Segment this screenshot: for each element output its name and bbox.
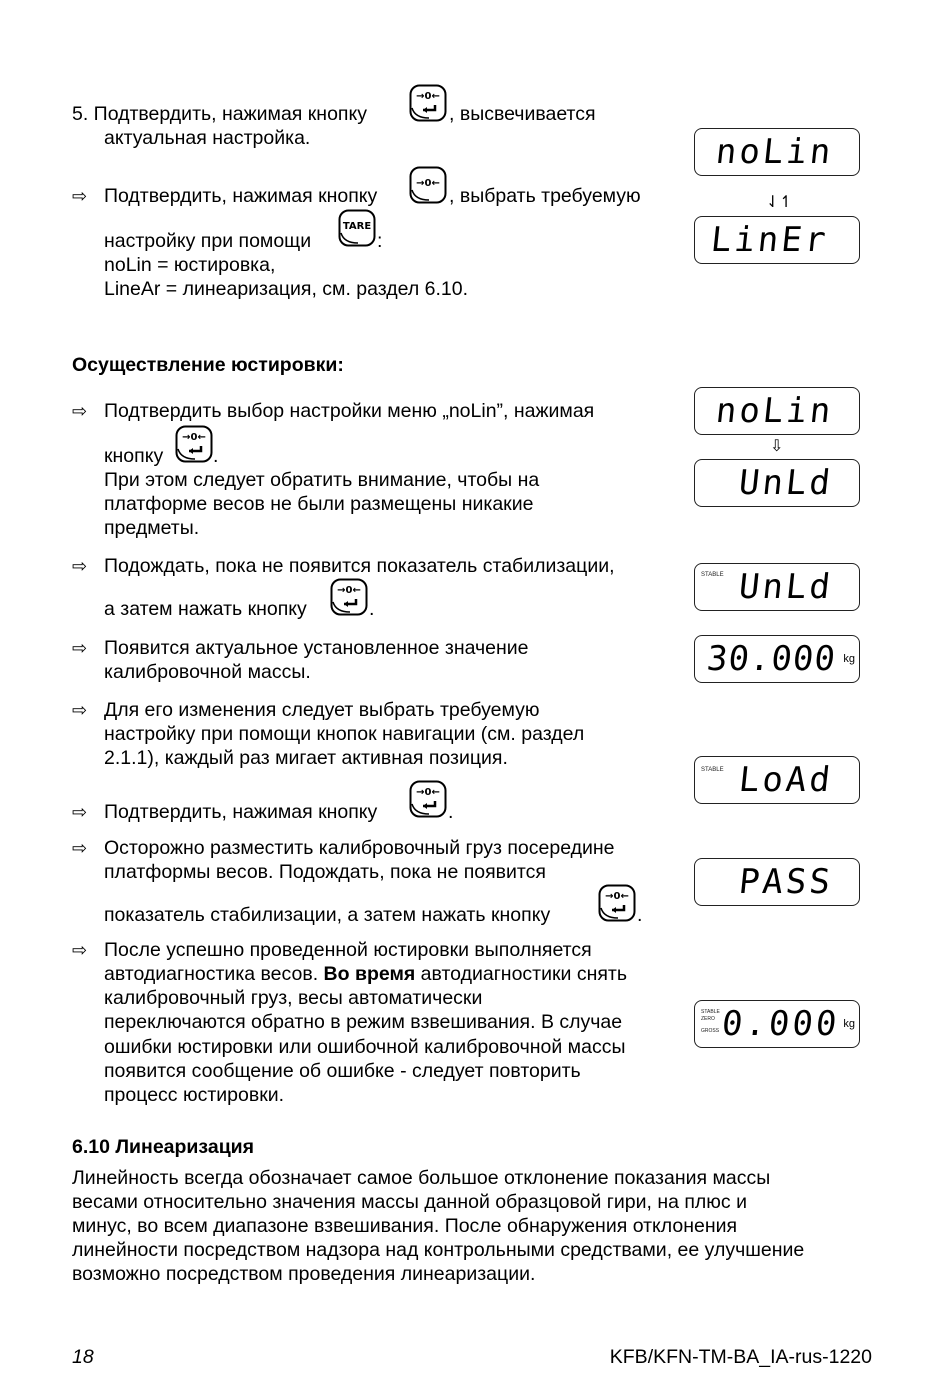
section-heading: Осуществление юстировки: [72,354,344,376]
bullet-arrow-icon: ⇨ [72,638,88,658]
zero-enter-key-icon [409,780,447,818]
bullet2-text-b: а затем нажать кнопку [104,598,307,620]
bullet-arrow-icon: ⇨ [72,940,88,960]
display-readout: UnLd [737,567,836,607]
display-unload [694,459,860,507]
display-calibration-mass [694,635,860,683]
bullet7-text-f: появится сообщение об ошибке - следует повторить [104,1060,581,1082]
bullet4-text-c: 2.1.1), каждый раз мигает активная позиция. [104,747,508,769]
bullet7-bold-phrase: Во время [323,963,416,985]
step5-text-a: 5. Подтвердить, нажимая кнопку [72,103,367,125]
display-linear [694,216,860,264]
tare-key-icon [338,209,376,247]
bullet7-text-a: После успешно проведенной юстировки выполняется [104,939,592,961]
display-readout: 0.000 [719,1004,842,1044]
section-610-line: минус, во всем диапазоне взвешивания. После обнаружения отклонения [72,1215,738,1237]
bullet6-text-a: Осторожно разместить калибровочный груз посередине [104,837,615,859]
bullet-arrow-icon: ⇨ [72,838,88,858]
bullet5-text-b: . [448,801,454,823]
bullet6-text-c: показатель стабилизации, а затем нажать кнопку [104,904,551,926]
bullet-arrow-icon: ⇨ [72,186,88,206]
stable-indicator: STABLE [701,767,724,773]
bullet3-text-b: калибровочной массы. [104,661,311,683]
display-nolin [694,128,860,176]
bullet2-text-c: . [369,598,375,620]
display-readout: PASS [737,862,836,902]
bullet7-text-c: калибровочный груз, весы автоматически [104,987,483,1009]
bullet-arrow-icon: ⇨ [72,802,88,822]
zero-enter-key-icon [330,578,368,616]
bullet7-text-b3: автодиагностики снять [415,963,627,985]
bullet1-text-e: платформе весов не были размещены никакие [104,493,534,515]
bullet2-text-a: Подождать, пока не появится показатель стабилизации, [104,555,615,577]
zero-key-label: →0← [416,787,440,798]
bullet1-text-b: кнопку [104,445,164,467]
bullet7-text-g: процесс юстировки. [104,1084,285,1106]
step6-text-d: : [377,230,383,252]
zero-enter-key-icon [175,425,213,463]
bullet4-text-b: настройку при помощи кнопок навигации (см. раздел [104,723,585,745]
zero-indicator: ZERO [701,1016,715,1022]
bullet1-text-f: предметы. [104,517,200,539]
stable-indicator: STABLE [701,1009,720,1015]
bullet7-text-d: переключаются обратно в режим взвешивания. В случае [104,1011,623,1033]
zero-key-label: →0← [337,585,361,596]
step6-text-a: Подтвердить, нажимая кнопку [104,185,378,207]
zero-key-label: →0← [605,891,629,902]
bullet3-text-a: Появится актуальное установленное значение [104,637,529,659]
unit-label: kg [843,1018,855,1030]
bullet7-text-e: ошибки юстировки или ошибочной калибровочной массы [104,1036,626,1058]
step6-text-c: настройку при помощи [104,230,312,252]
step5-text-b: , высвечивается [449,103,596,125]
bullet7-text-b1: автодиагностика весов. [104,963,324,985]
display-pass [694,858,860,906]
display-load [694,756,860,804]
display-readout: UnLd [737,463,836,503]
section-610-line: линейности посредством надзора над контрольными средствами, ее улучшение [72,1239,805,1261]
bullet7-text-b [104,962,627,986]
bullet1-text-d: При этом следует обратить внимание, чтобы на [104,469,540,491]
bullet5-text-a: Подтвердить, нажимая кнопку [104,801,378,823]
zero-key-label: →0← [416,178,440,189]
display-unload-stable [694,563,860,611]
display-readout: 30.000 [704,639,838,679]
stable-indicator: STABLE [701,572,724,578]
tare-key-label: TARE [342,221,372,232]
display-readout: noLin [713,132,836,172]
zero-enter-key-icon [598,884,636,922]
bullet-arrow-icon: ⇨ [72,700,88,720]
zero-enter-key-icon [409,84,447,122]
display-readout: LinEr [708,220,831,260]
zero-enter-key-icon [409,166,447,204]
document-code: KFB/KFN-TM-BA_IA-rus-1220 [609,1346,872,1368]
zero-key-label: →0← [416,91,440,102]
bullet-arrow-icon: ⇨ [72,401,88,421]
zero-key-label: →0← [182,432,206,443]
bullet4-text-a: Для его изменения следует выбрать требуемую [104,699,540,721]
down-arrow-icon: ⇩ [770,438,784,455]
step6-text-b: , выбрать требуемую [449,185,641,207]
page-number: 18 [72,1346,94,1368]
display-nolin [694,387,860,435]
bullet6-text-d: . [637,904,643,926]
section-610-line: возможно посредством проведения линеаризации. [72,1263,536,1285]
display-readout: noLin [713,391,836,431]
section-610-line: весами относительно значения массы данной образцовой гири, на плюс и [72,1191,747,1213]
bullet6-text-b: платформы весов. Подождать, пока не появится [104,861,546,883]
gross-indicator: GROSS [701,1028,720,1034]
step5-text-c: актуальная настройка. [104,127,311,149]
step6-text-e: noLin = юстировка, [104,254,276,276]
bullet1-text-a: Подтвердить выбор настройки меню „noLin”, нажимая [104,400,595,422]
display-readout: LoAd [737,760,836,800]
toggle-arrows-icon: ⇃↿ [766,194,793,211]
step6-text-f: LineAr = линеаризация, см. раздел 6.10. [104,278,469,300]
bullet-arrow-icon: ⇨ [72,556,88,576]
bullet1-text-c: . [213,445,219,467]
unit-label: kg [843,653,855,665]
display-zero [694,1000,860,1048]
section-610-heading: 6.10 Линеаризация [72,1136,255,1158]
section-610-line: Линейность всегда обозначает самое большое отклонение показания массы [72,1167,771,1189]
